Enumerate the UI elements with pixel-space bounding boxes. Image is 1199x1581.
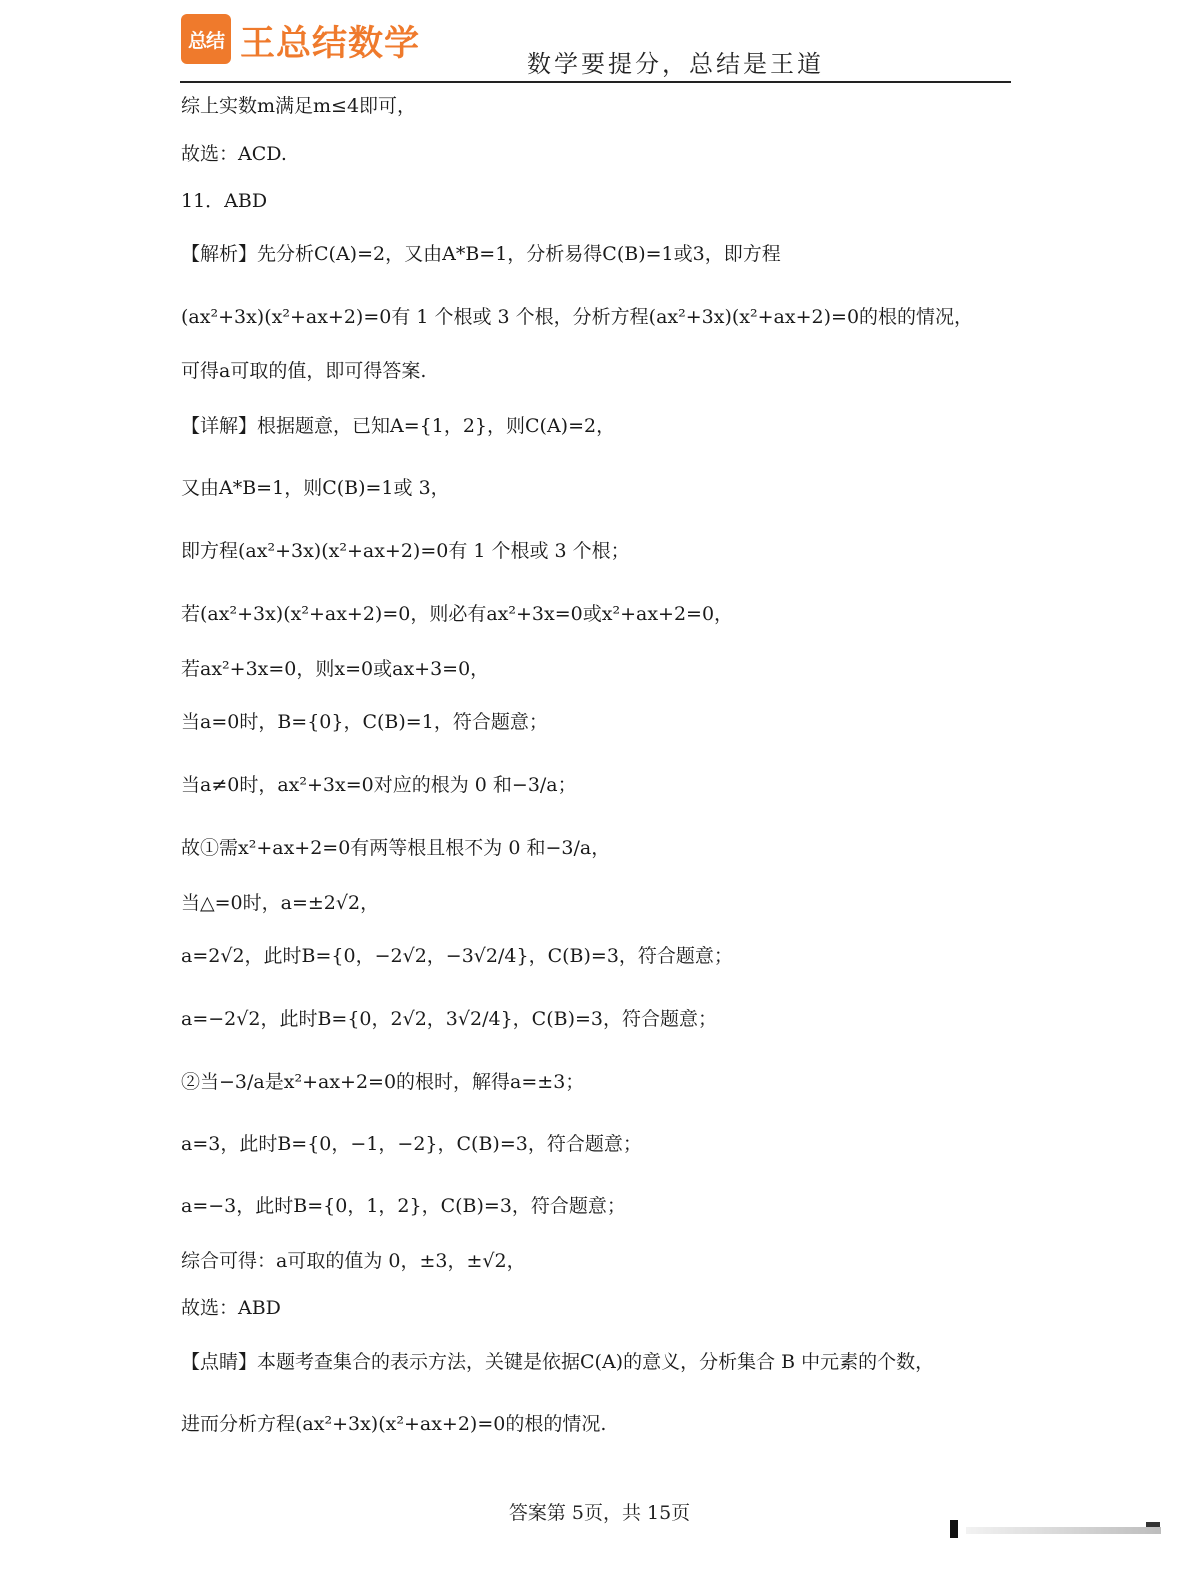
text-line: 综合可得：a可取的值为 0，±3，±√2， — [181, 1250, 526, 1272]
text-line: 进而分析方程(ax²+3x)(x²+ax+2)=0的根的情况. — [181, 1413, 607, 1435]
text-line: (ax²+3x)(x²+ax+2)=0有 1 个根或 3 个根，分析方程(ax²+3x)(x²+ax+2)=0的根的情况， — [181, 306, 974, 328]
text-line: 若(ax²+3x)(x²+ax+2)=0，则必有ax²+3x=0或x²+ax+2=0， — [181, 603, 734, 625]
text-line: 【详解】根据题意，已知A={1，2}，则C(A)=2， — [181, 415, 616, 437]
header-divider — [180, 81, 1011, 83]
page-footer: 答案第 5页，共 15页 — [508, 1502, 691, 1524]
text-line: 【点睛】本题考查集合的表示方法，关键是依据C(A)的意义，分析集合 B 中元素的个数， — [181, 1351, 935, 1373]
text-line: 故①需x²+ax+2=0有两等根且根不为 0 和−3/a， — [181, 837, 611, 859]
text-line: 11．ABD — [181, 190, 268, 212]
brand-title: 王总结数学 — [240, 24, 421, 64]
text-line: 当△=0时，a=±2√2， — [181, 892, 380, 914]
logo-icon: 总结 — [181, 14, 231, 64]
text-line: a=−3，此时B={0，1，2}，C(B)=3，符合题意； — [181, 1195, 626, 1217]
text-line: 若ax²+3x=0，则x=0或ax+3=0， — [181, 658, 490, 680]
text-line: 故选：ABD — [181, 1297, 281, 1319]
text-line: a=3，此时B={0，−1，−2}，C(B)=3，符合题意； — [181, 1133, 642, 1155]
text-line: ②当−3/a是x²+ax+2=0的根时，解得a=±3； — [181, 1071, 585, 1093]
text-line: a=2√2，此时B={0，−2√2，−3√2/4}，C(B)=3，符合题意； — [181, 945, 733, 967]
text-line: 故选：ACD. — [181, 143, 287, 165]
text-line: a=−2√2，此时B={0，2√2，3√2/4}，C(B)=3，符合题意； — [181, 1008, 717, 1030]
text-line: 当a=0时，B={0}，C(B)=1，符合题意； — [181, 711, 548, 733]
header-slogan: 数学要提分，总结是王道 — [527, 50, 824, 78]
text-line: 【解析】先分析C(A)=2，又由A*B=1，分析易得C(B)=1或3，即方程 — [181, 243, 781, 265]
text-line: 可得a可取的值，即可得答案. — [181, 360, 427, 382]
text-line: 又由A*B=1，则C(B)=1或 3， — [181, 477, 450, 499]
text-line: 综上实数m满足m≤4即可， — [181, 95, 417, 117]
text-line: 当a≠0时，ax²+3x=0对应的根为 0 和−3/a； — [181, 774, 577, 796]
text-line: 即方程(ax²+3x)(x²+ax+2)=0有 1 个根或 3 个根； — [181, 540, 630, 562]
scan-artifact — [946, 1518, 1166, 1540]
